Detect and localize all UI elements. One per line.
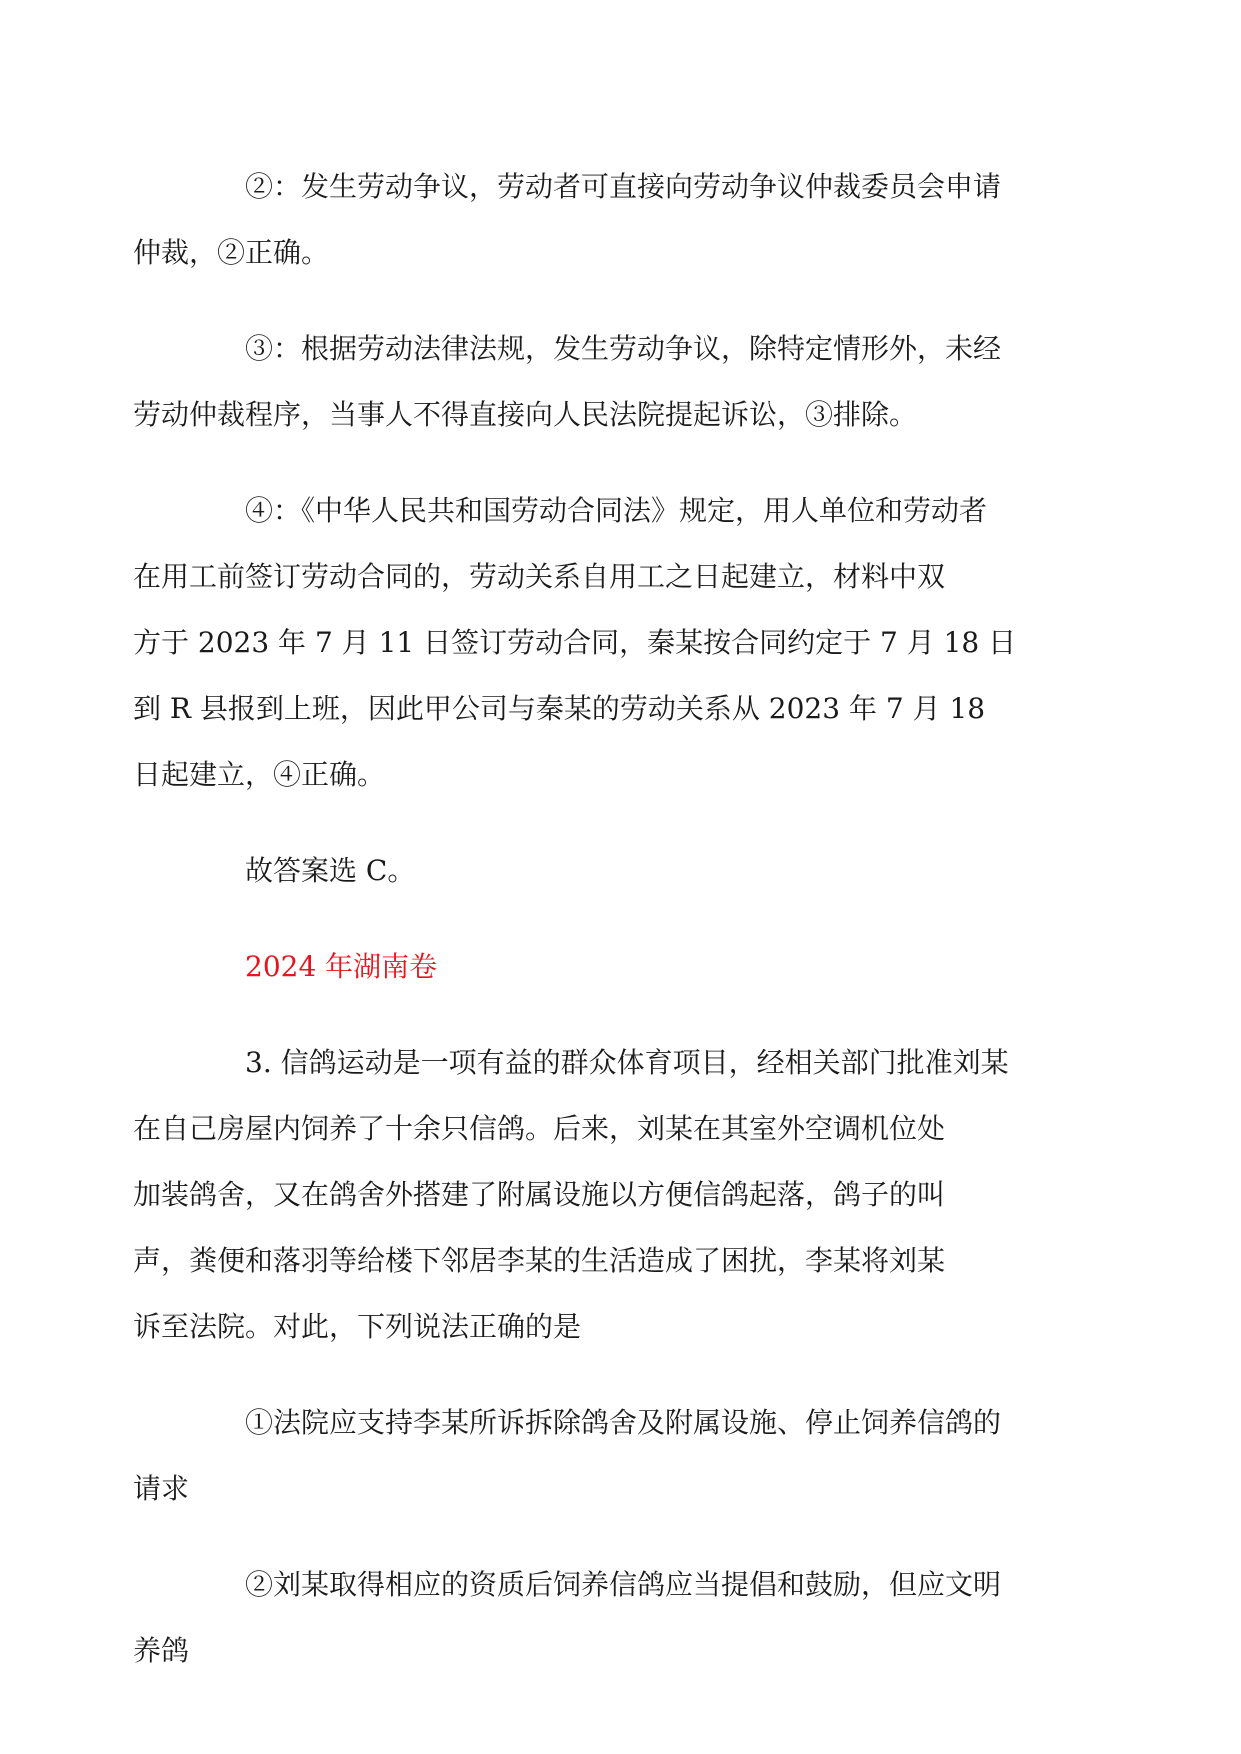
text-line: 声，粪便和落羽等给楼下邻居李某的生活造成了困扰，李某将刘某 bbox=[133, 1244, 946, 1277]
text-line: 方于 2023 年 7 月 11 日签订劳动合同，秦某按合同约定于 7 月 18 日 bbox=[133, 626, 1017, 659]
text-line: 劳动仲裁程序，当事人不得直接向人民法院提起诉讼，③排除。 bbox=[133, 398, 918, 431]
document-body bbox=[133, 154, 1054, 1714]
paragraph-answer-3 bbox=[133, 316, 1054, 448]
paragraph-answer-2 bbox=[133, 154, 1054, 286]
text-line: 2024 年湖南卷 bbox=[245, 950, 438, 983]
paragraph-final-answer bbox=[189, 838, 1054, 904]
text-line: 3. 信鸽运动是一项有益的群众体育项目，经相关部门批准刘某 bbox=[245, 1046, 1009, 1079]
text-line: 到 R 县报到上班，因此甲公司与秦某的劳动关系从 2023 年 7 月 18 bbox=[133, 692, 986, 725]
text-line: ①法院应支持李某所诉拆除鸽舍及附属设施、停止饲养信鸽的 bbox=[245, 1406, 1002, 1439]
section-heading bbox=[189, 934, 1054, 1000]
text-line: 诉至法院。对此，下列说法正确的是 bbox=[133, 1310, 582, 1343]
text-line: 加装鸽舍，又在鸽舍外搭建了附属设施以方便信鸽起落，鸽子的叫 bbox=[133, 1178, 946, 1211]
text-line: 日起建立，④正确。 bbox=[133, 758, 386, 791]
text-line: ②：发生劳动争议，劳动者可直接向劳动争议仲裁委员会申请 bbox=[245, 170, 1002, 203]
text-line: 故答案选 C。 bbox=[245, 854, 416, 887]
text-line: 养鸽 bbox=[133, 1634, 190, 1667]
text-line: ④：《中华人民共和国劳动合同法》规定，用人单位和劳动者 bbox=[245, 494, 988, 527]
text-line: ②刘某取得相应的资质后饲养信鸽应当提倡和鼓励，但应文明 bbox=[245, 1568, 1002, 1601]
text-line: 仲裁，②正确。 bbox=[133, 236, 330, 269]
option-1 bbox=[133, 1390, 1054, 1522]
option-2 bbox=[133, 1552, 1054, 1684]
text-line: 请求 bbox=[133, 1472, 190, 1505]
text-line: 在用工前签订劳动合同的，劳动关系自用工之日起建立，材料中双 bbox=[133, 560, 946, 593]
text-line: ③：根据劳动法律法规，发生劳动争议，除特定情形外，未经 bbox=[245, 332, 1002, 365]
question-stem bbox=[133, 1030, 1054, 1360]
paragraph-answer-4 bbox=[133, 478, 1054, 808]
text-line: 在自己房屋内饲养了十余只信鸽。后来，刘某在其室外空调机位处 bbox=[133, 1112, 946, 1145]
